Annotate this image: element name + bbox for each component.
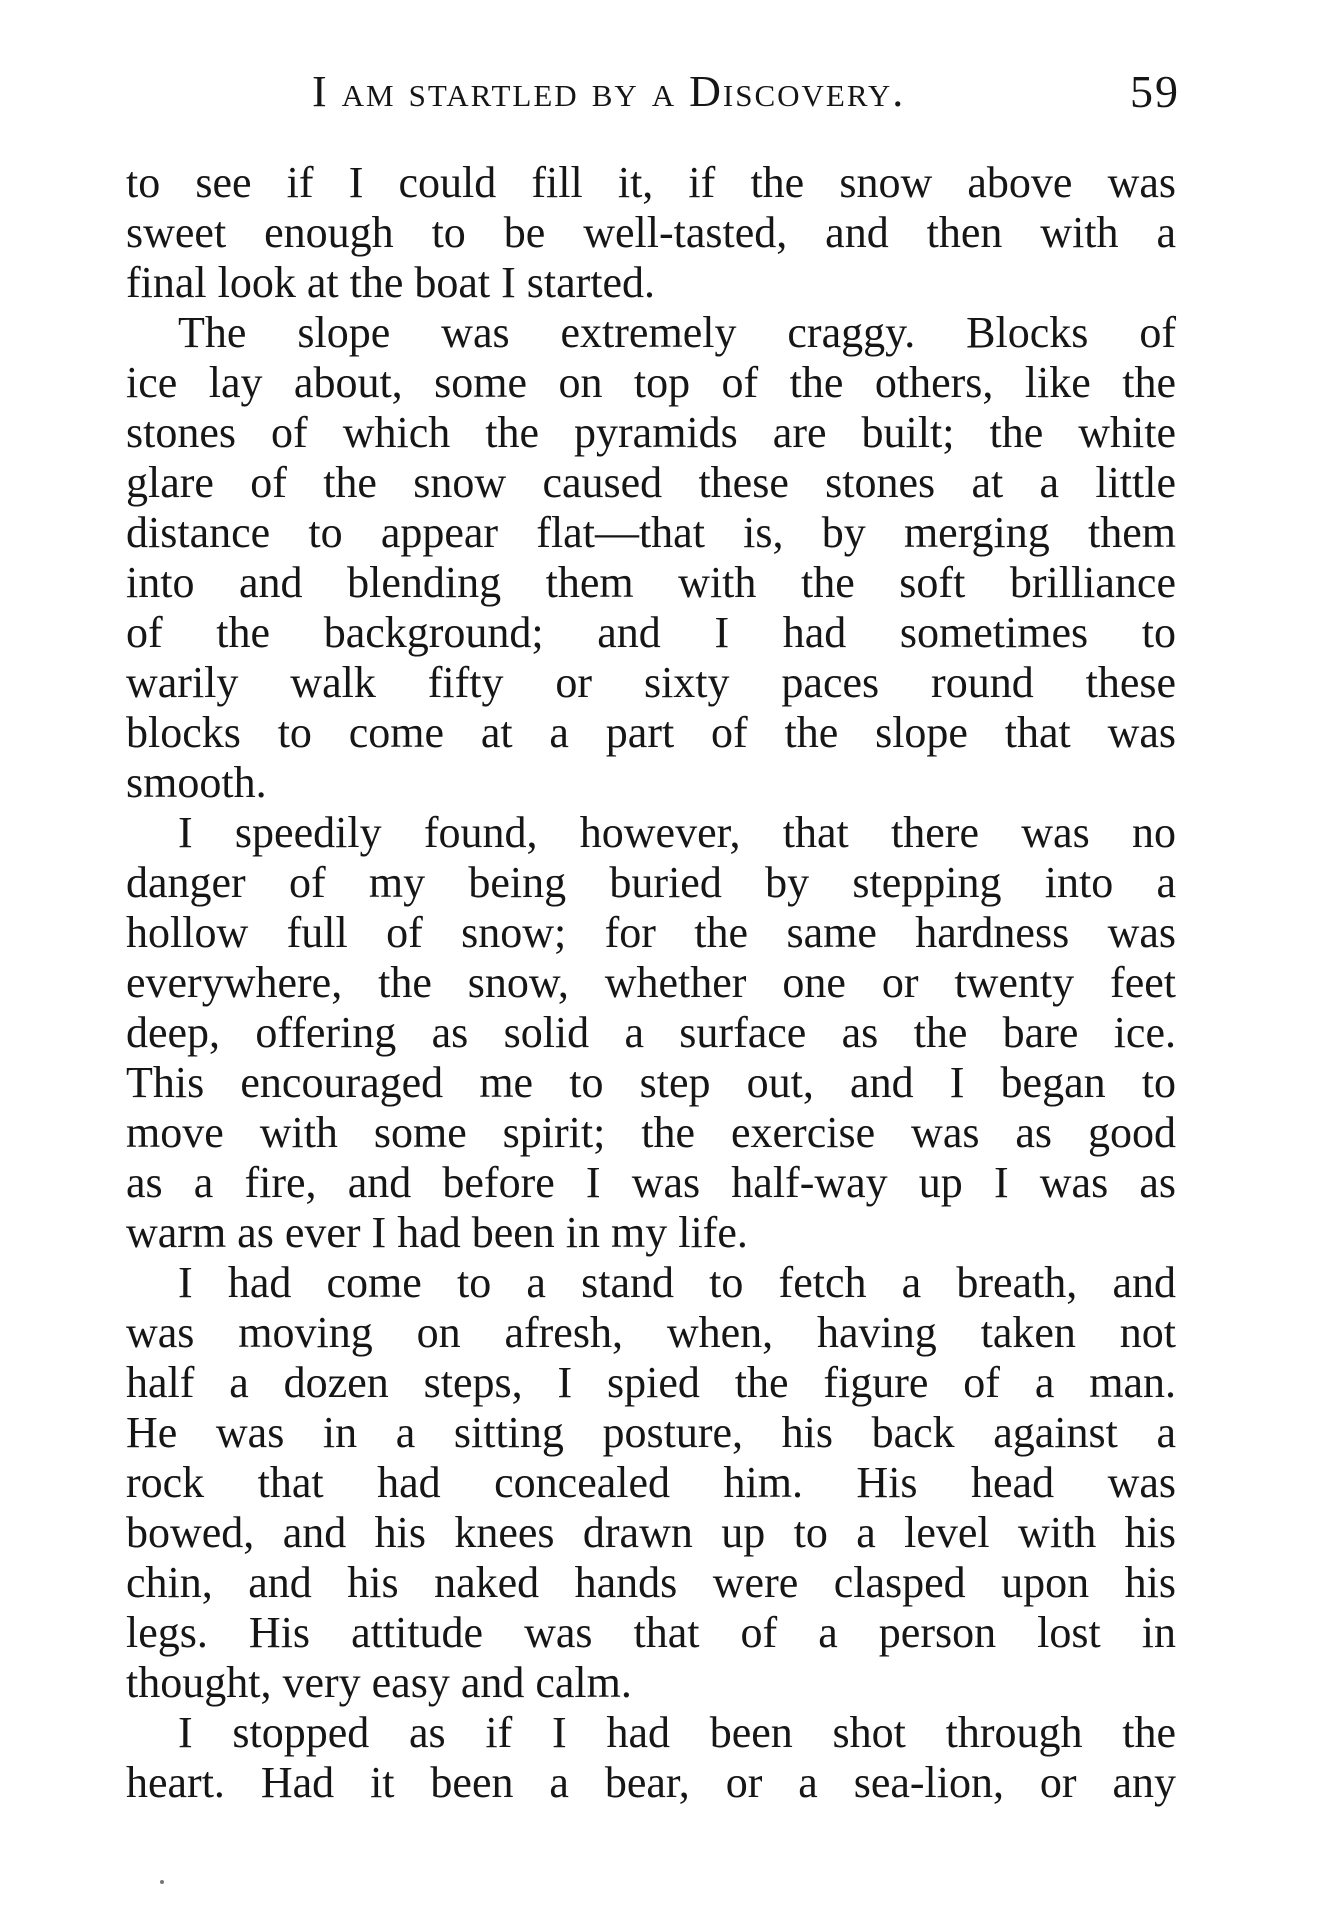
running-head: [300, 62, 1180, 122]
text-line: into and blending them with the soft brilliance: [126, 558, 1176, 607]
text-line: rock that had concealed him. His head was: [126, 1458, 1176, 1507]
paragraph-start-line: I had come to a stand to fetch a breath, and: [178, 1258, 1176, 1307]
paper-speck: [160, 1880, 164, 1884]
text-line: blocks to come at a part of the slope that was: [126, 708, 1176, 757]
text-line: sweet enough to be well-tasted, and then with a: [126, 208, 1176, 257]
text-line: thought, very easy and calm.: [126, 1658, 632, 1707]
text-line: move with some spirit; the exercise was as good: [126, 1108, 1176, 1157]
paragraph-start-line: The slope was extremely craggy. Blocks of: [178, 308, 1176, 357]
text-line: distance to appear flat—that is, by merging them: [126, 508, 1176, 557]
text-line: stones of which the pyramids are built; the white: [126, 408, 1176, 457]
body-text: [126, 158, 1176, 1808]
text-line: final look at the boat I started.: [126, 258, 656, 307]
text-line: He was in a sitting posture, his back against a: [126, 1408, 1176, 1457]
text-line: legs. His attitude was that of a person lost in: [126, 1608, 1176, 1657]
text-line: as a fire, and before I was half-way up I was as: [126, 1158, 1176, 1207]
text-line: everywhere, the snow, whether one or twenty feet: [126, 958, 1176, 1007]
paragraph-start-line: I stopped as if I had been shot through the: [178, 1708, 1176, 1757]
text-line: This encouraged me to step out, and I began to: [126, 1058, 1176, 1107]
text-line: to see if I could fill it, if the snow above was: [126, 158, 1176, 207]
text-line: ice lay about, some on top of the others, like the: [126, 358, 1176, 407]
page-number: 59: [1130, 66, 1180, 117]
text-line: half a dozen steps, I spied the figure of a man.: [126, 1358, 1176, 1407]
paragraph-start-line: I speedily found, however, that there was no: [178, 808, 1176, 857]
running-title: I am startled by a Discovery.: [312, 67, 906, 116]
text-line: deep, offering as solid a surface as the bare ice.: [126, 1008, 1176, 1057]
text-line: hollow full of snow; for the same hardness was: [126, 908, 1176, 957]
text-line: was moving on afresh, when, having taken not: [126, 1308, 1176, 1357]
text-line: warm as ever I had been in my life.: [126, 1208, 748, 1257]
text-line: bowed, and his knees drawn up to a level with his: [126, 1508, 1176, 1557]
text-line: glare of the snow caused these stones at a little: [126, 458, 1176, 507]
text-line: smooth.: [126, 758, 267, 807]
text-line: of the background; and I had sometimes to: [126, 608, 1176, 657]
text-line: heart. Had it been a bear, or a sea-lion, or any: [126, 1758, 1176, 1807]
text-line: danger of my being buried by stepping into a: [126, 858, 1176, 907]
text-line: warily walk fifty or sixty paces round these: [126, 658, 1176, 707]
text-line: chin, and his naked hands were clasped upon his: [126, 1558, 1176, 1607]
